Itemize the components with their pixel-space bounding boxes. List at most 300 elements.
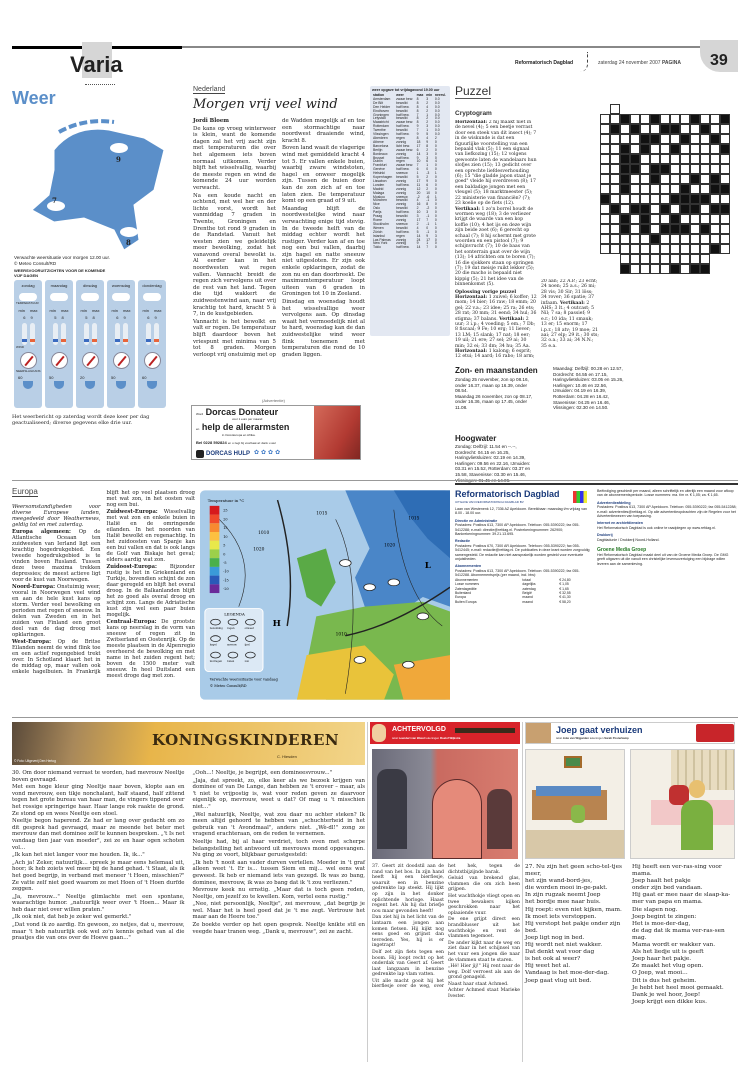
- crossword-empty[interactable]: [600, 204, 610, 214]
- crossword-empty[interactable]: [620, 194, 630, 204]
- crossword-black-cell[interactable]: [670, 214, 680, 224]
- puzzle-word: wijn: [521, 222, 532, 228]
- crossword-empty[interactable]: [680, 114, 690, 124]
- crossword-empty[interactable]: [700, 254, 710, 264]
- crossword-black-cell[interactable]: [620, 264, 630, 274]
- crossword-empty[interactable]: [650, 144, 660, 154]
- crossword-black-cell[interactable]: [690, 264, 700, 274]
- crossword-empty[interactable]: [660, 174, 670, 184]
- crossword-black-cell[interactable]: [680, 134, 690, 144]
- puzzle-word: bepaald: [493, 271, 514, 277]
- crossword-black-cell[interactable]: [620, 184, 630, 194]
- puzzle-word: schermt: [492, 233, 513, 239]
- crossword-empty[interactable]: [720, 224, 730, 234]
- crossword-empty[interactable]: [680, 174, 690, 184]
- crossword-empty[interactable]: [610, 194, 620, 204]
- table-cell: zonnig: [396, 151, 407, 156]
- crossword-empty[interactable]: [650, 124, 660, 134]
- crossword-empty[interactable]: [670, 164, 680, 174]
- crossword-empty[interactable]: [720, 254, 730, 264]
- crossword-black-cell[interactable]: [640, 214, 650, 224]
- crossword-empty[interactable]: [680, 254, 690, 264]
- crossword-black-cell[interactable]: [640, 144, 650, 154]
- comic-line: het zijn wand-bord-jes,: [525, 878, 593, 885]
- crossword-empty[interactable]: [710, 104, 720, 114]
- crossword-empty[interactable]: [640, 244, 650, 254]
- crossword-black-cell[interactable]: [690, 114, 700, 124]
- crossword-black-cell[interactable]: [710, 174, 720, 184]
- crossword-empty[interactable]: [650, 214, 660, 224]
- crossword-empty[interactable]: [660, 134, 670, 144]
- table-cell: Amsterdam: [373, 96, 391, 101]
- crossword-black-cell[interactable]: [670, 124, 680, 134]
- raindrop-icon: [147, 381, 157, 389]
- crossword-empty[interactable]: [600, 144, 610, 154]
- crossword-empty[interactable]: [620, 124, 630, 134]
- puzzle-word: eend;: [498, 311, 513, 317]
- crossword-empty[interactable]: [660, 244, 670, 254]
- crossword-black-cell[interactable]: [640, 224, 650, 234]
- crossword-black-cell[interactable]: [620, 224, 630, 234]
- crossword-black-cell[interactable]: [610, 124, 620, 134]
- legend-label: buien: [227, 659, 235, 663]
- crossword-empty[interactable]: [650, 204, 660, 214]
- crossword-empty[interactable]: [680, 264, 690, 274]
- crossword-empty[interactable]: [720, 214, 730, 224]
- comic-line: Joep haalt het pakje: [632, 878, 691, 885]
- crossword-empty[interactable]: [660, 104, 670, 114]
- crossword-black-cell[interactable]: [690, 194, 700, 204]
- crossword-empty[interactable]: [640, 254, 650, 264]
- crossword-empty[interactable]: [620, 134, 630, 144]
- puzzle-word: Vertikaal:: [559, 300, 587, 306]
- table-cell: 0.0: [434, 128, 440, 133]
- crossword-empty[interactable]: [610, 154, 620, 164]
- crossword-black-cell[interactable]: [630, 154, 640, 164]
- crossword-empty[interactable]: [660, 214, 670, 224]
- crossword-empty[interactable]: [630, 144, 640, 154]
- crossword-black-cell[interactable]: [700, 264, 710, 274]
- crossword-empty[interactable]: [670, 254, 680, 264]
- puzzle-word: liefkozing: [464, 152, 489, 158]
- puzzle-word: spatie;: [571, 295, 589, 301]
- crossword-empty[interactable]: [720, 194, 730, 204]
- crossword-empty[interactable]: [660, 184, 670, 194]
- koningskinderen-story: [12, 770, 365, 1062]
- table-cell: 17: [426, 237, 430, 242]
- crossword-empty[interactable]: [700, 144, 710, 154]
- crossword-empty[interactable]: [720, 234, 730, 244]
- crossword-empty[interactable]: [630, 244, 640, 254]
- crossword-empty[interactable]: [660, 234, 670, 244]
- crossword-empty[interactable]: [710, 264, 720, 274]
- crossword-black-cell[interactable]: [720, 184, 730, 194]
- crossword-empty[interactable]: [710, 164, 720, 174]
- thermometer-max-icon: [123, 323, 128, 345]
- stations-table: [372, 94, 448, 250]
- crossword-empty[interactable]: [690, 104, 700, 114]
- crossword-empty[interactable]: [700, 114, 710, 124]
- puzzle-word: 32: [541, 338, 549, 344]
- crossword-empty[interactable]: [670, 234, 680, 244]
- crossword-black-cell[interactable]: [650, 134, 660, 144]
- colophon-text: Postadres: Postbus 670, 7300 AR Apeldoorn. Telefoon: 055-5390222; fax 055-5412445; e-mail: redactie@refdag.nl. De publicaties in deze krant worden zorgvuldig samengesteld. De redactie kan niet aansprakelijk worden gesteld voor eventuele onjuistheden.: [455, 543, 590, 562]
- crossword-empty[interactable]: [610, 164, 620, 174]
- crossword-empty[interactable]: [600, 104, 610, 114]
- crossword-empty[interactable]: [610, 234, 620, 244]
- crossword-empty[interactable]: [700, 104, 710, 114]
- crossword-empty[interactable]: [620, 254, 630, 264]
- crossword-empty[interactable]: [680, 234, 690, 244]
- puzzle-word: 34: [574, 338, 582, 344]
- crossword-empty[interactable]: [640, 174, 650, 184]
- crossword-empty[interactable]: [690, 124, 700, 134]
- crossword-empty[interactable]: [620, 104, 630, 114]
- crossword-black-cell[interactable]: [690, 204, 700, 214]
- table-cell: 6: [416, 147, 419, 152]
- max-label: max: [153, 308, 162, 313]
- crossword-empty[interactable]: [620, 204, 630, 214]
- crossword-empty[interactable]: [640, 194, 650, 204]
- ad-and: en: [196, 427, 200, 431]
- puzzle-word: LM;: [462, 332, 474, 338]
- crossword-empty[interactable]: [660, 254, 670, 264]
- puzzle-word: emm;: [515, 300, 531, 306]
- crossword-empty[interactable]: [600, 134, 610, 144]
- puzzle-word: Horizontaal:: [455, 349, 489, 355]
- crossword-black-cell[interactable]: [630, 124, 640, 134]
- table-cell: 10: [416, 159, 421, 164]
- table-cell: 7: [416, 112, 419, 117]
- crossword-empty[interactable]: [600, 164, 610, 174]
- comic-line: Hij weet het al.: [525, 963, 571, 970]
- crossword-black-cell[interactable]: [670, 144, 680, 154]
- crossword-empty[interactable]: [610, 174, 620, 184]
- crossword-empty[interactable]: [610, 184, 620, 194]
- crossword-empty[interactable]: [640, 184, 650, 194]
- crossword-empty[interactable]: [610, 144, 620, 154]
- crossword-empty[interactable]: [620, 244, 630, 254]
- crossword-black-cell[interactable]: [640, 134, 650, 144]
- crossword-black-cell[interactable]: [660, 164, 670, 174]
- puzzle-word: sjokkers: [470, 260, 492, 266]
- crossword-empty[interactable]: [640, 264, 650, 274]
- crossword-empty[interactable]: [650, 104, 660, 114]
- crossword-empty[interactable]: [720, 124, 730, 134]
- table-title: weer opgave tot vrijdagavond 19.00 uur: [372, 88, 440, 92]
- crossword-empty[interactable]: [690, 184, 700, 194]
- crossword-black-cell[interactable]: [650, 164, 660, 174]
- crossword-empty[interactable]: [700, 184, 710, 194]
- crossword-empty[interactable]: [610, 134, 620, 144]
- puzzle-word: een: [505, 136, 515, 142]
- crossword-black-cell[interactable]: [700, 124, 710, 134]
- crossword-black-cell[interactable]: [700, 224, 710, 234]
- crossword-empty[interactable]: [600, 114, 610, 124]
- crossword-empty[interactable]: [710, 124, 720, 134]
- crossword-black-cell[interactable]: [620, 164, 630, 174]
- hoogwater-text-2: Maandag: Delfzijl: 00.28 en 12.57, Dordrecht: 04.55 en 17.15, Haringvlietsluizen: 03.05 en 15.26, Harlingen: 10.46 en 22.56, IJmuiden: 04.19 en 16.39, Rotterdam: 04.28 en 16.42, Stavenisse: 04.25 en 16.46, Vlissingen: 02.30 en 14.50.: [553, 366, 624, 411]
- crossword-black-cell[interactable]: [720, 114, 730, 124]
- crossword-empty[interactable]: [660, 154, 670, 164]
- crossword-empty[interactable]: [690, 234, 700, 244]
- crossword-black-cell[interactable]: [670, 224, 680, 234]
- crossword-empty[interactable]: [670, 244, 680, 254]
- crossword-empty[interactable]: [630, 104, 640, 114]
- crossword-empty[interactable]: [700, 154, 710, 164]
- crossword-empty[interactable]: [670, 174, 680, 184]
- crossword-empty[interactable]: [690, 154, 700, 164]
- crossword-empty[interactable]: [600, 184, 610, 194]
- crossword-empty[interactable]: [670, 134, 680, 144]
- crossword-empty[interactable]: [680, 164, 690, 174]
- table-cell: -1: [426, 198, 430, 203]
- crossword-empty[interactable]: [690, 224, 700, 234]
- crossword-empty[interactable]: [630, 264, 640, 274]
- crossword-black-cell[interactable]: [650, 234, 660, 244]
- crossword-black-cell[interactable]: [710, 204, 720, 214]
- article-paragraph: Centraal-Europa: De grootste kans op neerslag in de vorm van sneeuw of regen zit in Zwitserland en Oostenrijk. Op de meeste plaatsen in de Alpenregio overheerst de bewolking en met name in het zuiden regent het; boven de 1500 meter valt sneeuw. In heel Duitsland een meest droge dag met zon.: [106, 619, 195, 679]
- crossword-empty[interactable]: [650, 264, 660, 274]
- crossword-empty[interactable]: [720, 154, 730, 164]
- puzzle-word: esprit;: [516, 349, 532, 355]
- crossword-black-cell[interactable]: [720, 204, 730, 214]
- crossword-empty[interactable]: [600, 234, 610, 244]
- crossword-black-cell[interactable]: [620, 144, 630, 154]
- puzzle-word: 1: [481, 206, 486, 212]
- table-cell: 4: [416, 198, 419, 203]
- crossword-empty[interactable]: [610, 254, 620, 264]
- crossword-empty[interactable]: [630, 134, 640, 144]
- crossword-empty[interactable]: [700, 134, 710, 144]
- crossword-black-cell[interactable]: [660, 204, 670, 214]
- crossword-empty[interactable]: [660, 114, 670, 124]
- crossword-empty[interactable]: [710, 194, 720, 204]
- crossword-empty[interactable]: [600, 174, 610, 184]
- crossword-empty[interactable]: [650, 254, 660, 264]
- crossword-black-cell[interactable]: [710, 134, 720, 144]
- crossword-black-cell[interactable]: [700, 194, 710, 204]
- day-name: zondag: [21, 283, 35, 288]
- crossword-black-cell[interactable]: [640, 204, 650, 214]
- crossword-empty[interactable]: [670, 204, 680, 214]
- max-label: max: [60, 308, 69, 313]
- crossword-black-cell[interactable]: [670, 264, 680, 274]
- crossword-empty[interactable]: [660, 144, 670, 154]
- puzzle-word: signaal: [512, 147, 530, 153]
- crossword-empty[interactable]: [670, 184, 680, 194]
- table-cell: 12: [416, 186, 421, 191]
- puzzle-word: de: [484, 201, 492, 207]
- crossword-empty[interactable]: [610, 264, 620, 274]
- table-cell: 0: [426, 225, 429, 230]
- crossword-black-cell[interactable]: [710, 244, 720, 254]
- crossword-empty[interactable]: [600, 244, 610, 254]
- crossword-black-cell[interactable]: [620, 214, 630, 224]
- story-paragraph: Neeltje had, bij al haar verdriet, toch even met scherpe belangstelling het antwoord uit mevrouws mond opgevangen. Nu ging ze voort, blijkbaar gerustgesteld:: [192, 838, 365, 859]
- crossword-empty[interactable]: [700, 174, 710, 184]
- crossword-empty[interactable]: [680, 214, 690, 224]
- crossword-empty[interactable]: [610, 244, 620, 254]
- crossword-black-cell[interactable]: [620, 114, 630, 124]
- crossword-empty[interactable]: [630, 114, 640, 124]
- table-cell: zonnig: [396, 241, 407, 246]
- puzzle-word: beetje: [499, 125, 516, 131]
- crossword-empty[interactable]: [710, 144, 720, 154]
- crossword-empty[interactable]: [670, 104, 680, 114]
- crossword-black-cell[interactable]: [610, 204, 620, 214]
- crossword-empty[interactable]: [640, 124, 650, 134]
- crossword-empty[interactable]: [630, 234, 640, 244]
- crossword-empty[interactable]: [690, 254, 700, 264]
- puzzle-word: Horizontaal:: [455, 295, 489, 300]
- crossword-empty[interactable]: [620, 234, 630, 244]
- crossword-empty[interactable]: [660, 194, 670, 204]
- crossword-grid[interactable]: [600, 104, 730, 274]
- puzzle-text-column: [541, 279, 599, 363]
- crossword-empty[interactable]: [600, 154, 610, 164]
- crossword-black-cell[interactable]: [660, 124, 670, 134]
- crossword-black-cell[interactable]: [710, 184, 720, 194]
- puzzle-word: 24: [541, 284, 549, 290]
- crossword-empty[interactable]: [710, 234, 720, 244]
- crossword-empty[interactable]: [630, 194, 640, 204]
- crossword-empty[interactable]: [650, 224, 660, 234]
- map-temp: 8: [126, 238, 131, 247]
- forecast-day: [14, 280, 42, 408]
- crossword-empty[interactable]: [670, 114, 680, 124]
- crossword-empty[interactable]: [700, 164, 710, 174]
- puzzle-word: staat: [514, 174, 528, 180]
- comic-line: Dit is dus het geheim.: [632, 977, 697, 984]
- crossword-empty[interactable]: [720, 264, 730, 274]
- crossword-empty[interactable]: [720, 104, 730, 114]
- crossword-empty[interactable]: [640, 164, 650, 174]
- crossword-empty[interactable]: [600, 224, 610, 234]
- crossword-empty[interactable]: [650, 184, 660, 194]
- scale-label: -10: [223, 569, 229, 574]
- crossword-empty[interactable]: [690, 144, 700, 154]
- crossword-black-cell[interactable]: [630, 204, 640, 214]
- crossword-black-cell[interactable]: [680, 184, 690, 194]
- crossword-empty[interactable]: [650, 194, 660, 204]
- crossword-empty[interactable]: [630, 224, 640, 234]
- puzzle-word: een: [455, 184, 465, 190]
- crossword-empty[interactable]: [640, 104, 650, 114]
- crossword-empty[interactable]: [710, 254, 720, 264]
- crossword-empty[interactable]: [710, 114, 720, 124]
- crossword-empty[interactable]: [640, 154, 650, 164]
- crossword-empty[interactable]: [600, 214, 610, 224]
- comic-line: Het is moe-der-dag,: [632, 920, 691, 927]
- crossword-empty[interactable]: [710, 154, 720, 164]
- table-cell: 0: [434, 163, 437, 168]
- crossword-empty[interactable]: [690, 214, 700, 224]
- crossword-empty[interactable]: [610, 104, 620, 114]
- crossword-empty[interactable]: [690, 244, 700, 254]
- crossword-empty[interactable]: [680, 144, 690, 154]
- crossword-black-cell[interactable]: [680, 204, 690, 214]
- crossword-black-cell[interactable]: [660, 224, 670, 234]
- crossword-empty[interactable]: [700, 234, 710, 244]
- crossword-empty[interactable]: [640, 114, 650, 124]
- crossword-black-cell[interactable]: [620, 154, 630, 164]
- crossword-empty[interactable]: [710, 224, 720, 234]
- crossword-empty[interactable]: [600, 124, 610, 134]
- dorcas-advertisement[interactable]: [191, 405, 361, 460]
- crossword-empty[interactable]: [710, 214, 720, 224]
- crossword-black-cell[interactable]: [650, 114, 660, 124]
- crossword-empty[interactable]: [630, 184, 640, 194]
- crossword-empty[interactable]: [630, 174, 640, 184]
- crossword-empty[interactable]: [690, 134, 700, 144]
- table-cell: 8: [416, 108, 419, 113]
- crossword-empty[interactable]: [720, 164, 730, 174]
- comic-panel: [525, 749, 625, 859]
- crossword-empty[interactable]: [700, 244, 710, 254]
- puzzle-word: 22: [465, 305, 473, 311]
- crossword-black-cell[interactable]: [690, 174, 700, 184]
- max-temp: 8: [92, 315, 95, 320]
- crossword-empty[interactable]: [650, 244, 660, 254]
- puzzle-word: van: [487, 195, 498, 201]
- crossword-black-cell[interactable]: [680, 224, 690, 234]
- crossword-empty[interactable]: [700, 214, 710, 224]
- crossword-empty[interactable]: [630, 254, 640, 264]
- puzzle-word: zuivel;: [493, 295, 510, 300]
- crossword-empty[interactable]: [720, 244, 730, 254]
- crossword-black-cell[interactable]: [620, 174, 630, 184]
- crossword-empty[interactable]: [680, 244, 690, 254]
- table-cell: 18: [416, 139, 421, 144]
- crossword-black-cell[interactable]: [670, 194, 680, 204]
- crossword-empty[interactable]: [610, 114, 620, 124]
- crossword-black-cell[interactable]: [720, 144, 730, 154]
- crossword-empty[interactable]: [600, 264, 610, 274]
- min-temp: 6: [116, 315, 119, 320]
- crossword-black-cell[interactable]: [600, 194, 610, 204]
- crossword-black-cell[interactable]: [680, 194, 690, 204]
- crossword-empty[interactable]: [630, 214, 640, 224]
- crossword-empty[interactable]: [660, 264, 670, 274]
- crossword-empty[interactable]: [680, 124, 690, 134]
- crossword-empty[interactable]: [690, 164, 700, 174]
- crossword-black-cell[interactable]: [630, 164, 640, 174]
- crossword-empty[interactable]: [720, 134, 730, 144]
- crossword-empty[interactable]: [720, 174, 730, 184]
- table-cell: Tokio: [373, 245, 381, 250]
- author: Joke van Wijgarden: [562, 736, 589, 740]
- crossword-black-cell[interactable]: [650, 174, 660, 184]
- comic-line: Vandaag is het moe-der-dag.: [525, 970, 609, 977]
- crossword-empty[interactable]: [600, 254, 610, 264]
- crossword-empty[interactable]: [670, 154, 680, 164]
- crossword-empty[interactable]: [640, 234, 650, 244]
- crossword-empty[interactable]: [610, 224, 620, 234]
- puzzle-word: 25: [503, 305, 511, 311]
- puzzle-word: nevel: [462, 125, 477, 131]
- puzzle-word: de: [492, 157, 500, 163]
- crossword-empty[interactable]: [680, 154, 690, 164]
- crossword-empty[interactable]: [610, 214, 620, 224]
- story-paragraph: „Ja, mevrouw..." Neeltje glimlachte met een spontane, waarachtige humor. „natuurlijk weer over 't Hoen... Maar ik heb daar niet over willen praten.": [12, 893, 185, 913]
- puzzle-word: v.a.;: [472, 305, 484, 311]
- table-cell: regen: [396, 135, 405, 140]
- crossword-empty[interactable]: [680, 104, 690, 114]
- crossword-empty[interactable]: [700, 204, 710, 214]
- crossword-empty[interactable]: [650, 154, 660, 164]
- table-cell: 2: [416, 221, 419, 226]
